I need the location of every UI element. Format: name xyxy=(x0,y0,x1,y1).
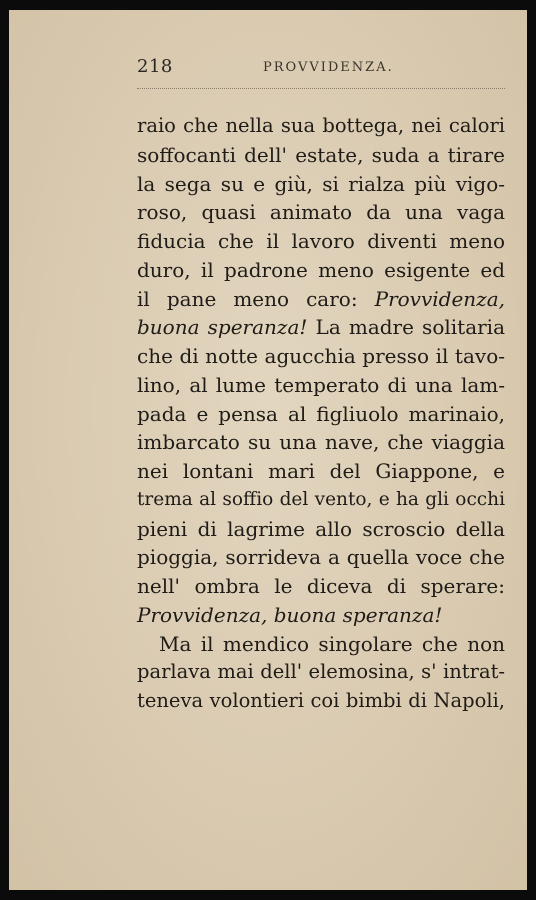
page-header xyxy=(137,52,507,82)
text-line: pada e pensa al figliuolo marinaio, xyxy=(137,401,505,426)
body-text xyxy=(137,112,505,716)
text-line: lino, al lume temperato di una lam- xyxy=(137,372,505,397)
paragraph-start-line: Ma il mendico singolare che non xyxy=(159,631,505,656)
text-line: teneva volontieri coi bimbi di Napoli, xyxy=(137,689,505,712)
text-line: nell' ombra le diceva di sperare: xyxy=(137,574,505,598)
text-line: imbarcato su una nave, che viaggia xyxy=(137,430,505,455)
italic-text: Provvidenza, buona speranza! xyxy=(137,602,443,627)
line-text: il pane meno caro: xyxy=(137,286,375,311)
text-line: duro, il padrone meno esigente ed xyxy=(137,257,505,282)
text-line: nei lontani mari del Giappone, e xyxy=(137,459,505,483)
text-line xyxy=(137,601,505,630)
text-line: che di notte agucchia presso il tavo- xyxy=(137,344,505,368)
text-line: parlava mai dell' elemosina, s' intrat- xyxy=(137,660,505,684)
text-line: pieni di lagrime allo scroscio della xyxy=(137,516,505,541)
italic-text: Provvidenza, xyxy=(374,286,505,311)
italic-text: buona speranza! xyxy=(137,315,308,340)
text-line: raio che nella sua bottega, nei calori xyxy=(137,114,505,137)
running-title: PROVVIDENZA. xyxy=(263,60,394,75)
text-line: soffocanti dell' estate, suda a tirare xyxy=(137,142,505,167)
page-number: 218 xyxy=(137,56,173,77)
text-line: trema al soffio del vento, e ha gli occhi xyxy=(137,488,505,510)
text-line xyxy=(137,285,505,314)
text-line: fiducia che il lavoro diventi meno xyxy=(137,229,505,253)
text-line: pioggia, sorrideva a quella voce che xyxy=(137,545,505,570)
text-line: la sega su e giù, si rialza più vigo- xyxy=(137,171,505,196)
text-line: roso, quasi animato da una vaga xyxy=(137,200,505,225)
line-text: La madre solitaria xyxy=(307,315,505,340)
header-rule xyxy=(137,88,505,89)
text-line xyxy=(137,313,505,342)
